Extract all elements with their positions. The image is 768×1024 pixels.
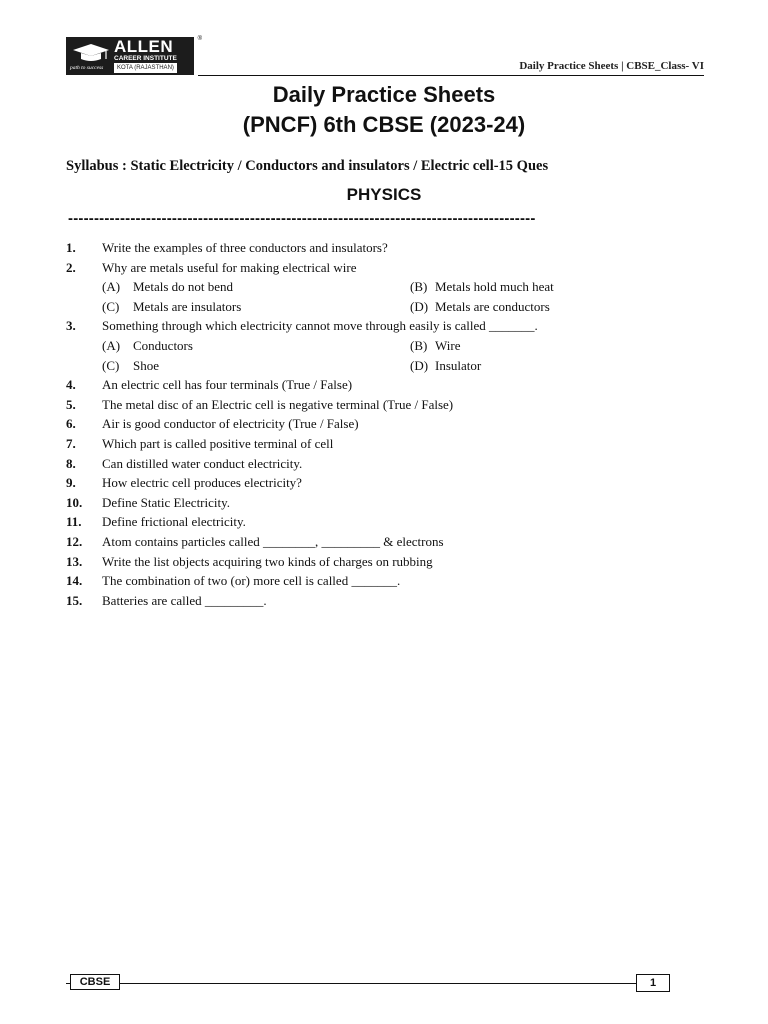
question-item [66,258,706,278]
option-d [410,356,481,376]
option-text: Metals are conductors [435,298,550,314]
registered-mark: ® [197,36,202,42]
question-text: Which part is called positive terminal of cell [102,435,334,451]
option-text: Metals do not bend [133,279,234,295]
question-item [66,512,706,532]
option-row [66,277,706,297]
page-title: Daily Practice Sheets [272,82,496,107]
question-number: 11. [66,514,82,530]
header-rule [198,75,704,76]
question-number: 1. [66,240,76,255]
option-label: (B) [410,279,428,295]
option-text: Insulator [435,357,482,373]
option-text: Metals hold much heat [435,279,554,295]
option-b [410,277,554,297]
question-number: 6. [66,416,76,432]
page-subtitle: (PNCF) 6th CBSE (2023-24) [242,112,526,137]
question-text: The combination of two (or) more cell is called _______. [102,573,401,589]
question-item [66,454,706,474]
question-number: 9. [66,475,76,491]
logo-brand: ALLEN [114,37,174,56]
question-item [66,591,706,611]
question-text: Write the list objects acquiring two kinds of charges on rubbing [102,553,433,569]
question-number: 15. [66,592,83,608]
question-text: Can distilled water conduct electricity. [102,455,303,471]
option-c [102,356,159,376]
option-label: (A) [102,337,121,353]
question-item [66,552,706,572]
option-row [66,356,706,376]
question-number: 10. [66,494,83,510]
option-a [102,336,193,356]
graduation-cap-icon [70,41,112,63]
question-text: Define frictional electricity. [102,514,246,530]
question-text: The metal disc of an Electric cell is negative terminal (True / False) [102,396,454,412]
syllabus-line: Syllabus : Static Electricity / Conductors and insulators / Electric cell-15 Ques [66,158,549,174]
question-number: 7. [66,435,76,451]
option-text: Conductors [133,337,193,353]
question-item [66,532,706,552]
question-item [66,571,706,591]
question-text: How electric cell produces electricity? [102,475,302,491]
question-number: 5. [66,396,76,412]
option-text: Wire [435,337,461,353]
option-label: (A) [102,279,121,295]
option-row [66,336,706,356]
option-b [410,336,460,356]
question-number: 3. [66,318,76,334]
question-text: Write the examples of three conductors and insulators? [102,240,388,255]
question-item [66,238,706,258]
dashed-divider: ------------------------------------------------------------------------------------------ [68,210,536,227]
allen-logo [66,36,202,75]
option-c [102,297,241,317]
question-text: Define Static Electricity. [102,494,231,510]
option-text: Metals are insulators [133,298,242,314]
page-number: 1 [636,974,670,992]
option-a [102,277,233,297]
footer-rule [66,983,670,984]
option-d [410,297,550,317]
subject-heading: PHYSICS [346,185,422,204]
question-item [66,473,706,493]
question-item [66,414,706,434]
option-label: (C) [102,357,120,373]
logo-tagline: path to success [70,65,104,71]
header-caption: Daily Practice Sheets | CBSE_Class- VI [519,60,704,72]
question-text: Why are metals useful for making electrical wire [102,259,357,275]
option-label: (D) [410,357,429,373]
question-item [66,434,706,454]
question-number: 2. [66,259,76,275]
option-label: (C) [102,298,120,314]
question-number: 4. [66,377,76,393]
question-text: An electric cell has four terminals (True / False) [102,377,353,393]
question-item [66,316,706,336]
question-item [66,395,706,415]
option-label: (D) [410,298,429,314]
question-number: 13. [66,553,83,569]
question-item [66,375,706,395]
question-list [66,238,706,610]
question-text: Atom contains particles called ________, _________ & electrons [102,533,444,549]
question-item [66,493,706,513]
option-text: Shoe [133,357,159,373]
question-number: 8. [66,455,76,471]
question-number: 12. [66,533,83,549]
logo-location: KOTA (RAJASTHAN) [114,63,177,73]
option-label: (B) [410,337,428,353]
logo-institute: CAREER INSTITUTE [114,55,177,62]
question-number: 14. [66,573,83,589]
footer-board-label: CBSE [70,974,120,990]
option-row [66,297,706,317]
question-text: Batteries are called _________. [102,592,267,608]
question-text: Air is good conductor of electricity (True / False) [102,416,359,432]
question-text: Something through which electricity cannot move through easily is called _______. [102,318,538,334]
